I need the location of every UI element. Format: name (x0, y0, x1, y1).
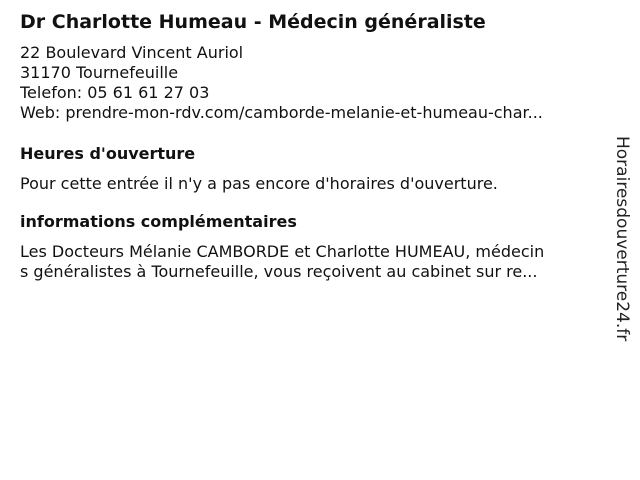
additional-info-line: s généralistes à Tournefeuille, vous reçoivent au cabinet sur re... (20, 262, 538, 281)
opening-hours-heading: Heures d'ouverture (20, 144, 196, 163)
phone-number[interactable]: Telefon: 05 61 61 27 03 (20, 83, 210, 102)
site-watermark-text: Horairesdouverture24.fr (612, 136, 632, 342)
website-link[interactable]: Web: prendre-mon-rdv.com/camborde-melanie-et-humeau-char... (20, 103, 543, 122)
site-watermark (612, 136, 632, 344)
address-city: 31170 Tournefeuille (20, 63, 179, 82)
additional-info-heading: informations complémentaires (20, 212, 297, 231)
opening-hours-text: Pour cette entrée il n'y a pas encore d'horaires d'ouverture. (20, 174, 498, 193)
additional-info-line: Les Docteurs Mélanie CAMBORDE et Charlotte HUMEAU, médecin (20, 242, 545, 261)
additional-info-text (20, 242, 605, 282)
address-street: 22 Boulevard Vincent Auriol (20, 43, 244, 62)
listing-card (20, 10, 605, 282)
page-title: Dr Charlotte Humeau - Médecin généraliste (20, 11, 486, 33)
